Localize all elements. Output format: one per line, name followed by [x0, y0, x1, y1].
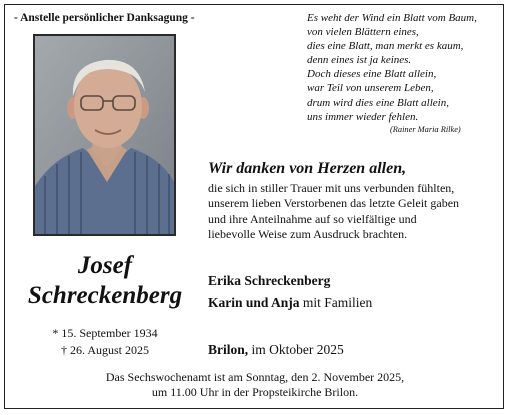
poem-line: dies eine Blatt, man merkt es kaum, — [307, 40, 464, 53]
mourner-name: Erika Schreckenberg — [208, 273, 331, 288]
thanks-line: die sich in stiller Trauer mit uns verbunden fühlten, — [208, 181, 455, 195]
deceased-first-name: Josef — [77, 252, 133, 279]
place-name: Brilon, — [208, 342, 249, 357]
thanks-text — [208, 181, 459, 243]
portrait-photo — [33, 34, 176, 236]
service-notice — [0, 370, 510, 401]
poem-credit: (Rainer Maria Rilke) — [390, 125, 461, 134]
poem-line: drum wird dies eine Blatt allein, — [307, 96, 449, 109]
thanks-line: liebevolle Weise zum Ausdruck brachten. — [208, 227, 408, 242]
thanks-line: und ihre Anteilnahme auf so vielfältige und — [208, 211, 417, 226]
mourner-suffix: mit Familien — [299, 295, 373, 310]
place-date — [208, 342, 344, 358]
poem-line: war Teil von unserem Leben, — [307, 82, 434, 95]
thanks-line: unserem lieben Verstorbenen das letzte Geleit gaben — [208, 196, 460, 211]
poem — [307, 11, 497, 124]
notice-header: - Anstelle persönlicher Danksagung - — [14, 12, 195, 24]
service-line: Das Sechswochenamt ist am Sonntag, den 2. November 2025, — [105, 370, 405, 384]
death-date: † 26. August 2025 — [60, 342, 149, 357]
poem-line: Es weht der Wind ein Blatt vom Baum, — [307, 12, 477, 24]
deceased-last-name: Schreckenberg — [27, 282, 183, 309]
mourner-line — [208, 273, 330, 289]
poem-line: uns immer wieder fehlen. — [307, 110, 419, 123]
mourner-line — [208, 295, 372, 311]
birth-date: * 15. September 1934 — [52, 326, 158, 340]
date-text: im Oktober 2025 — [248, 342, 344, 357]
portrait-image — [35, 36, 174, 234]
mourner-name: Karin und Anja — [208, 295, 300, 310]
poem-line: denn eines ist ja keines. — [307, 54, 412, 67]
poem-line: von vielen Blättern eines, — [307, 26, 419, 39]
thanks-headline: Wir danken von Herzen allen, — [208, 160, 407, 177]
poem-line: Doch dieses eine Blatt allein, — [307, 68, 437, 81]
service-line: um 11.00 Uhr in der Propsteikirche Brilon. — [151, 385, 359, 400]
life-dates — [0, 325, 210, 358]
